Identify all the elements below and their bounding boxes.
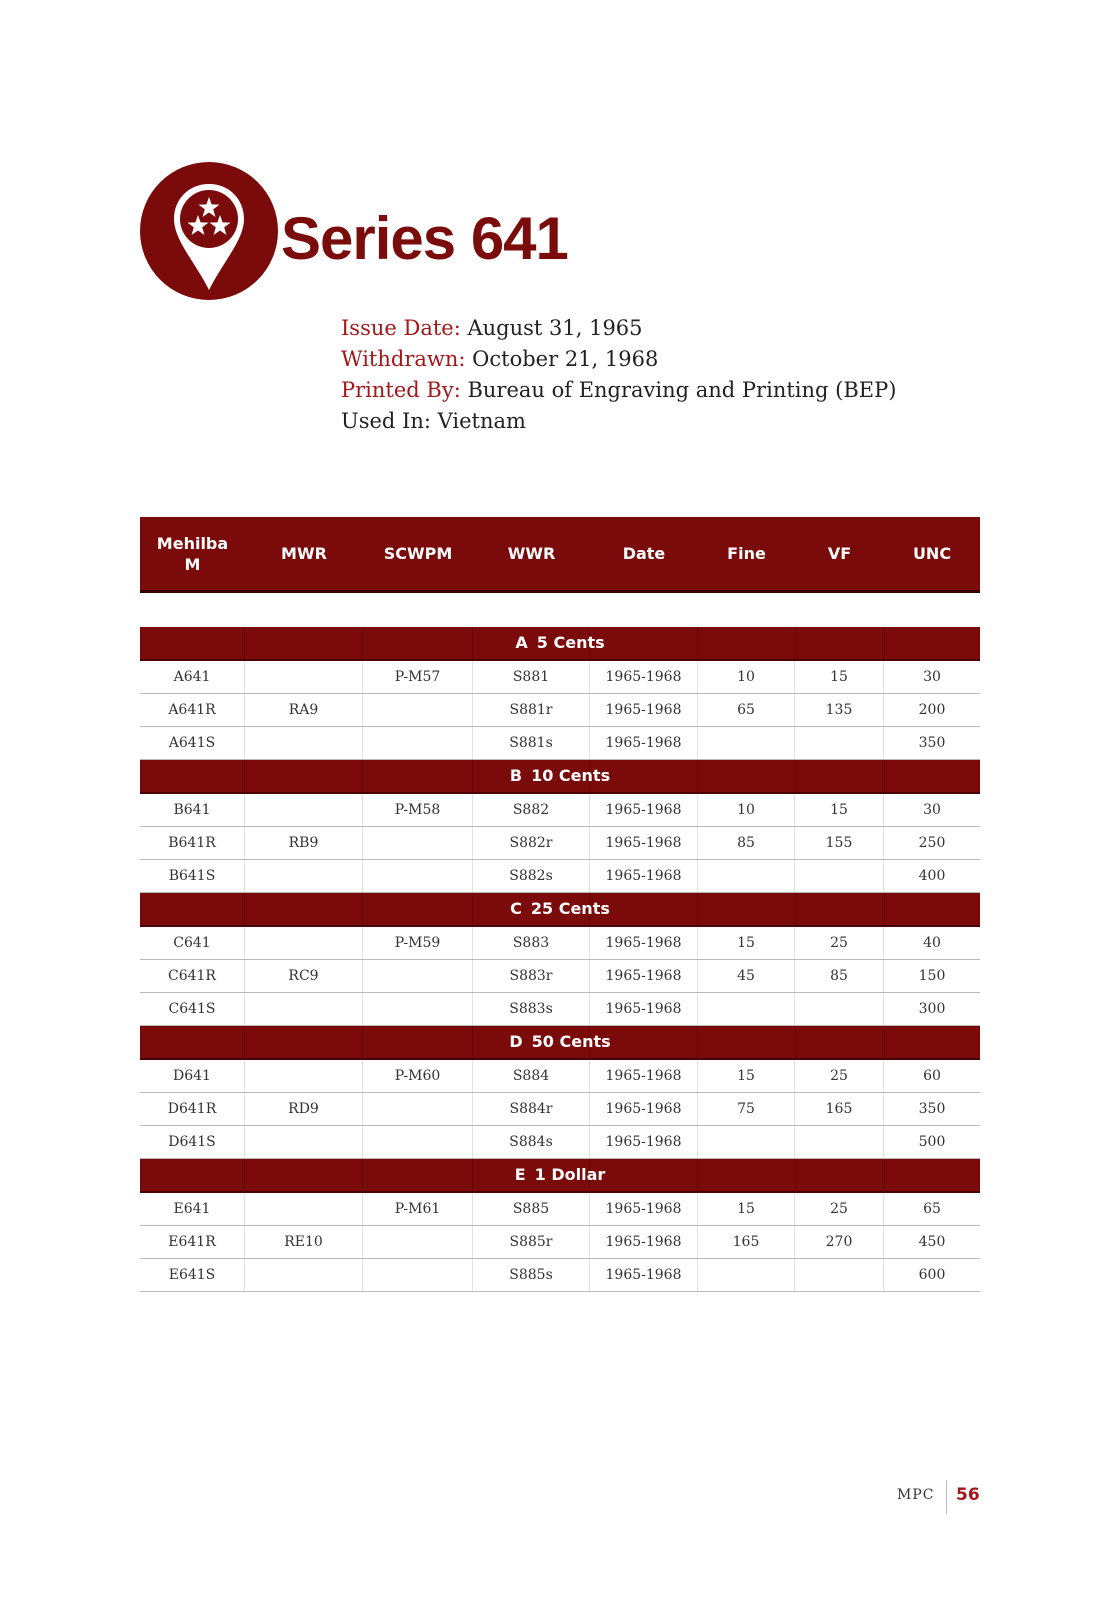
cell-scwpm: P-M61 bbox=[363, 1193, 473, 1225]
table-row bbox=[140, 1259, 980, 1292]
cell-scwpm: P-M57 bbox=[363, 661, 473, 693]
cell-mwr: RB9 bbox=[245, 827, 363, 859]
cell-mehilba: B641R bbox=[140, 827, 245, 859]
col-header-vf: VF bbox=[827, 544, 852, 563]
withdrawn-row bbox=[341, 344, 896, 375]
section-header-d bbox=[140, 1026, 980, 1060]
cell-scwpm: P-M59 bbox=[363, 927, 473, 959]
cell-scwpm: P-M58 bbox=[363, 794, 473, 826]
cell-wwr: S882s bbox=[473, 860, 590, 892]
cell-vf: 135 bbox=[795, 694, 884, 726]
table-row bbox=[140, 1226, 980, 1259]
table-row bbox=[140, 960, 980, 993]
cell-fine bbox=[698, 727, 795, 759]
table-row bbox=[140, 927, 980, 960]
cell-mehilba: A641R bbox=[140, 694, 245, 726]
cell-scwpm bbox=[363, 827, 473, 859]
table-row bbox=[140, 694, 980, 727]
table-header bbox=[140, 517, 980, 593]
cell-vf bbox=[795, 1126, 884, 1158]
cell-vf: 15 bbox=[795, 794, 884, 826]
section-name: 5 Cents bbox=[536, 633, 605, 652]
table-row bbox=[140, 827, 980, 860]
table-row bbox=[140, 1193, 980, 1226]
cell-wwr: S883s bbox=[473, 993, 590, 1025]
cell-mwr bbox=[245, 927, 363, 959]
col-header-date: Date bbox=[622, 544, 666, 563]
cell-vf: 270 bbox=[795, 1226, 884, 1258]
footer-divider bbox=[946, 1480, 947, 1514]
cell-vf bbox=[795, 993, 884, 1025]
series-info bbox=[341, 313, 896, 437]
col-header-mwr: MWR bbox=[281, 544, 327, 563]
cell-scwpm bbox=[363, 727, 473, 759]
cell-unc: 150 bbox=[918, 968, 946, 984]
section-letter: E bbox=[514, 1165, 526, 1184]
cell-wwr: S883 bbox=[473, 927, 590, 959]
cell-scwpm: P-M60 bbox=[363, 1060, 473, 1092]
cell-date: 1965-1968 bbox=[590, 1060, 698, 1092]
cell-vf: 85 bbox=[795, 960, 884, 992]
map-pin-three-stars-icon bbox=[140, 162, 278, 300]
cell-date: 1965-1968 bbox=[590, 960, 698, 992]
cell-mehilba: C641R bbox=[140, 960, 245, 992]
section-header-e bbox=[140, 1159, 980, 1193]
cell-scwpm bbox=[363, 1226, 473, 1258]
cell-scwpm bbox=[363, 1259, 473, 1291]
table-row bbox=[140, 1060, 980, 1093]
section-letter: B bbox=[509, 766, 523, 785]
cell-unc: 600 bbox=[918, 1267, 946, 1283]
cell-mwr bbox=[245, 794, 363, 826]
cell-unc: 30 bbox=[923, 669, 941, 685]
col-header-mehilba: Mehilba M bbox=[156, 533, 229, 574]
cell-date: 1965-1968 bbox=[590, 1259, 698, 1291]
cell-mwr bbox=[245, 1259, 363, 1291]
cell-unc: 200 bbox=[918, 702, 946, 718]
cell-date: 1965-1968 bbox=[590, 727, 698, 759]
section-name: 10 Cents bbox=[531, 766, 611, 785]
issue-date-value: August 31, 1965 bbox=[467, 316, 643, 340]
section-name: 1 Dollar bbox=[534, 1165, 606, 1184]
cell-wwr: S881r bbox=[473, 694, 590, 726]
cell-wwr: S884 bbox=[473, 1060, 590, 1092]
printed-by-row bbox=[341, 375, 896, 406]
section-header-b bbox=[140, 760, 980, 794]
cell-wwr: S884s bbox=[473, 1126, 590, 1158]
cell-wwr: S883r bbox=[473, 960, 590, 992]
table-row bbox=[140, 794, 980, 827]
cell-vf bbox=[795, 727, 884, 759]
cell-mehilba: C641S bbox=[140, 993, 245, 1025]
cell-mehilba: A641 bbox=[140, 661, 245, 693]
cell-mehilba: E641 bbox=[140, 1193, 245, 1225]
table-row bbox=[140, 661, 980, 694]
cell-mehilba: A641S bbox=[140, 727, 245, 759]
cell-mwr bbox=[245, 993, 363, 1025]
page-number: 56 bbox=[956, 1485, 980, 1505]
cell-date: 1965-1968 bbox=[590, 927, 698, 959]
col-header-unc: UNC bbox=[912, 544, 952, 563]
cell-unc: 300 bbox=[918, 1001, 946, 1017]
cell-mehilba: B641 bbox=[140, 794, 245, 826]
cell-date: 1965-1968 bbox=[590, 1226, 698, 1258]
cell-wwr: S885r bbox=[473, 1226, 590, 1258]
section-letter: A bbox=[515, 633, 528, 652]
used-in-row bbox=[341, 406, 896, 437]
cell-unc: 40 bbox=[923, 935, 941, 951]
cell-scwpm bbox=[363, 1093, 473, 1125]
cell-mwr: RE10 bbox=[245, 1226, 363, 1258]
printed-by-value: Bureau of Engraving and Printing (BEP) bbox=[467, 378, 897, 402]
cell-mwr bbox=[245, 1193, 363, 1225]
table-row bbox=[140, 993, 980, 1026]
cell-fine: 75 bbox=[698, 1093, 795, 1125]
cell-vf: 155 bbox=[795, 827, 884, 859]
section-title bbox=[140, 760, 980, 792]
cell-vf bbox=[795, 860, 884, 892]
cell-unc: 60 bbox=[923, 1068, 941, 1084]
cell-fine: 85 bbox=[698, 827, 795, 859]
cell-scwpm bbox=[363, 993, 473, 1025]
cell-fine: 45 bbox=[698, 960, 795, 992]
cell-mwr bbox=[245, 1126, 363, 1158]
cell-unc: 400 bbox=[918, 868, 946, 884]
cell-vf: 25 bbox=[795, 927, 884, 959]
cell-scwpm bbox=[363, 960, 473, 992]
cell-vf: 15 bbox=[795, 661, 884, 693]
table-body bbox=[140, 627, 980, 1292]
cell-unc: 250 bbox=[918, 835, 946, 851]
cell-wwr: S885 bbox=[473, 1193, 590, 1225]
cell-wwr: S881s bbox=[473, 727, 590, 759]
cell-fine: 15 bbox=[698, 927, 795, 959]
cell-unc: 500 bbox=[918, 1134, 946, 1150]
cell-wwr: S885s bbox=[473, 1259, 590, 1291]
section-title bbox=[140, 1026, 980, 1058]
cell-mehilba: D641S bbox=[140, 1126, 245, 1158]
cell-date: 1965-1968 bbox=[590, 1126, 698, 1158]
cell-mehilba: E641R bbox=[140, 1226, 245, 1258]
cell-fine: 15 bbox=[698, 1060, 795, 1092]
cell-date: 1965-1968 bbox=[590, 1093, 698, 1125]
cell-mwr bbox=[245, 1060, 363, 1092]
cell-mehilba: D641R bbox=[140, 1093, 245, 1125]
cell-fine: 165 bbox=[698, 1226, 795, 1258]
cell-unc: 65 bbox=[923, 1201, 941, 1217]
table-row bbox=[140, 1093, 980, 1126]
section-title bbox=[140, 893, 980, 925]
cell-date: 1965-1968 bbox=[590, 1193, 698, 1225]
cell-mwr bbox=[245, 727, 363, 759]
cell-mehilba: E641S bbox=[140, 1259, 245, 1291]
table-row bbox=[140, 1126, 980, 1159]
table-row bbox=[140, 860, 980, 893]
cell-vf: 25 bbox=[795, 1193, 884, 1225]
footer-label: MPC bbox=[897, 1487, 935, 1503]
section-header-c bbox=[140, 893, 980, 927]
section-name: 25 Cents bbox=[530, 899, 610, 918]
cell-vf: 165 bbox=[795, 1093, 884, 1125]
cell-scwpm bbox=[363, 860, 473, 892]
cell-date: 1965-1968 bbox=[590, 694, 698, 726]
cell-date: 1965-1968 bbox=[590, 661, 698, 693]
cell-mwr bbox=[245, 661, 363, 693]
cell-fine: 65 bbox=[698, 694, 795, 726]
col-header-fine: Fine bbox=[727, 544, 766, 563]
cell-fine bbox=[698, 860, 795, 892]
printed-by-label: Printed By: bbox=[341, 378, 461, 402]
cell-mwr: RC9 bbox=[245, 960, 363, 992]
cell-fine bbox=[698, 993, 795, 1025]
cell-mehilba: B641S bbox=[140, 860, 245, 892]
cell-fine bbox=[698, 1259, 795, 1291]
section-title bbox=[140, 627, 980, 659]
cell-unc: 350 bbox=[918, 735, 946, 751]
section-letter: C bbox=[510, 899, 522, 918]
cell-mwr bbox=[245, 860, 363, 892]
col-header-wwr: WWR bbox=[507, 544, 556, 563]
cell-wwr: S882 bbox=[473, 794, 590, 826]
cell-wwr: S884r bbox=[473, 1093, 590, 1125]
cell-wwr: S881 bbox=[473, 661, 590, 693]
withdrawn-value: October 21, 1968 bbox=[472, 347, 659, 371]
cell-mehilba: C641 bbox=[140, 927, 245, 959]
withdrawn-label: Withdrawn: bbox=[341, 347, 466, 371]
cell-unc: 30 bbox=[923, 802, 941, 818]
cell-fine: 15 bbox=[698, 1193, 795, 1225]
cell-date: 1965-1968 bbox=[590, 860, 698, 892]
col-header-scwpm: SCWPM bbox=[383, 544, 453, 563]
issue-date-label: Issue Date: bbox=[341, 316, 461, 340]
cell-fine: 10 bbox=[698, 661, 795, 693]
section-name: 50 Cents bbox=[531, 1032, 611, 1051]
section-header-a bbox=[140, 627, 980, 661]
cell-fine: 10 bbox=[698, 794, 795, 826]
cell-date: 1965-1968 bbox=[590, 794, 698, 826]
cell-fine bbox=[698, 1126, 795, 1158]
cell-date: 1965-1968 bbox=[590, 827, 698, 859]
cell-vf bbox=[795, 1259, 884, 1291]
series-title: Series 641 bbox=[281, 205, 568, 272]
cell-scwpm bbox=[363, 694, 473, 726]
cell-mehilba: D641 bbox=[140, 1060, 245, 1092]
section-letter: D bbox=[509, 1032, 523, 1051]
cell-mwr: RA9 bbox=[245, 694, 363, 726]
table-row bbox=[140, 727, 980, 760]
section-title bbox=[140, 1159, 980, 1191]
cell-date: 1965-1968 bbox=[590, 993, 698, 1025]
cell-mwr: RD9 bbox=[245, 1093, 363, 1125]
cell-unc: 450 bbox=[918, 1234, 946, 1250]
cell-unc: 350 bbox=[918, 1101, 946, 1117]
issue-date-row bbox=[341, 313, 896, 344]
cell-vf: 25 bbox=[795, 1060, 884, 1092]
cell-scwpm bbox=[363, 1126, 473, 1158]
cell-wwr: S882r bbox=[473, 827, 590, 859]
used-in-value: Used In: Vietnam bbox=[341, 409, 526, 433]
